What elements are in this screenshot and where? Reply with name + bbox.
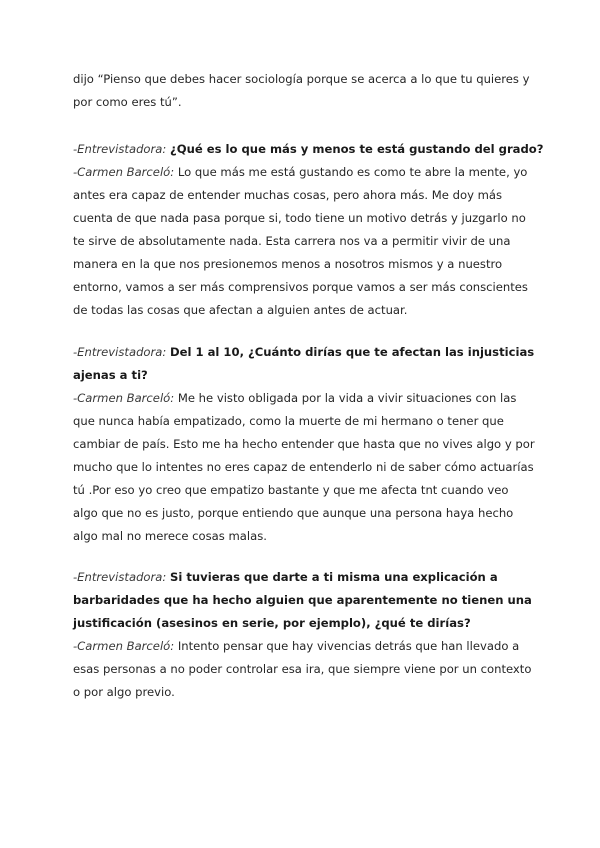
- qa-block: [73, 138, 544, 322]
- question-text: Si tuvieras que darte a ti misma una explicación a: [170, 570, 498, 584]
- answer-line: algo mal no merece cosas malas.: [73, 529, 267, 543]
- respondent-label: -Carmen Barceló:: [73, 165, 175, 179]
- interviewer-label: -Entrevistadora:: [73, 142, 167, 156]
- answer-line: mucho que lo intentes no eres capaz de entenderlo ni de saber cómo actuarías: [73, 460, 534, 474]
- interviewer-label: -Entrevistadora:: [73, 345, 167, 359]
- question-line: [73, 138, 544, 161]
- question-line: [73, 566, 538, 589]
- answer-line: te sirve de absolutamente nada. Esta carrera nos va a permitir vivir de una: [73, 234, 511, 248]
- answer-line: [73, 161, 538, 184]
- answer-line: de todas las cosas que afectan a alguien antes de actuar.: [73, 303, 408, 317]
- text-line: por como eres tú”.: [73, 95, 182, 109]
- question-text: Del 1 al 10, ¿Cuánto dirías que te afectan las injusticias: [170, 345, 535, 359]
- question-text: ¿Qué es lo que más y menos te está gustando del grado?: [170, 142, 544, 156]
- answer-line: [73, 387, 538, 410]
- answer-line: que nunca había empatizado, como la muerte de mi hermano o tener que: [73, 414, 504, 428]
- answer-text: Lo que más me está gustando es como te abre la mente, yo: [177, 165, 528, 179]
- answer-text: Me he visto obligada por la vida a vivir situaciones con las: [177, 391, 517, 405]
- answer-text: Intento pensar que hay vivencias detrás que han llevado a: [177, 639, 520, 653]
- question-line: barbaridades que ha hecho alguien que aparentemente no tienen una: [73, 593, 532, 607]
- answer-line: cambiar de país. Esto me ha hecho entender que hasta que no vives algo y por: [73, 437, 535, 451]
- answer-line: algo que no es justo, porque entiendo que aunque una persona haya hecho: [73, 506, 514, 520]
- answer-line: o por algo previo.: [73, 685, 175, 699]
- text-line: dijo “Pienso que debes hacer sociología porque se acerca a lo que tu quieres y: [73, 72, 530, 86]
- question-line: [73, 341, 538, 364]
- respondent-label: -Carmen Barceló:: [73, 391, 175, 405]
- question-line: justificación (asesinos en serie, por ejemplo), ¿qué te dirías?: [73, 616, 471, 630]
- respondent-label: -Carmen Barceló:: [73, 639, 175, 653]
- intro-paragraph: [73, 68, 538, 114]
- answer-line: antes era capaz de entender muchas cosas, pero ahora más. Me doy más: [73, 188, 503, 202]
- answer-line: esas personas a no poder controlar esa ira, que siempre viene por un contexto: [73, 662, 532, 676]
- qa-block: [73, 566, 538, 704]
- qa-block: [73, 341, 538, 548]
- answer-line: manera en la que nos presionemos menos a nosotros mismos y a nuestro: [73, 257, 503, 271]
- answer-line: tú .Por eso yo creo que empatizo bastante y que me afecta tnt cuando veo: [73, 483, 509, 497]
- question-line: ajenas a ti?: [73, 368, 148, 382]
- answer-line: cuenta de que nada pasa porque si, todo tiene un motivo detrás y juzgarlo no: [73, 211, 526, 225]
- interviewer-label: -Entrevistadora:: [73, 570, 167, 584]
- answer-line: entorno, vamos a ser más comprensivos porque vamos a ser más conscientes: [73, 280, 528, 294]
- answer-line: [73, 635, 538, 658]
